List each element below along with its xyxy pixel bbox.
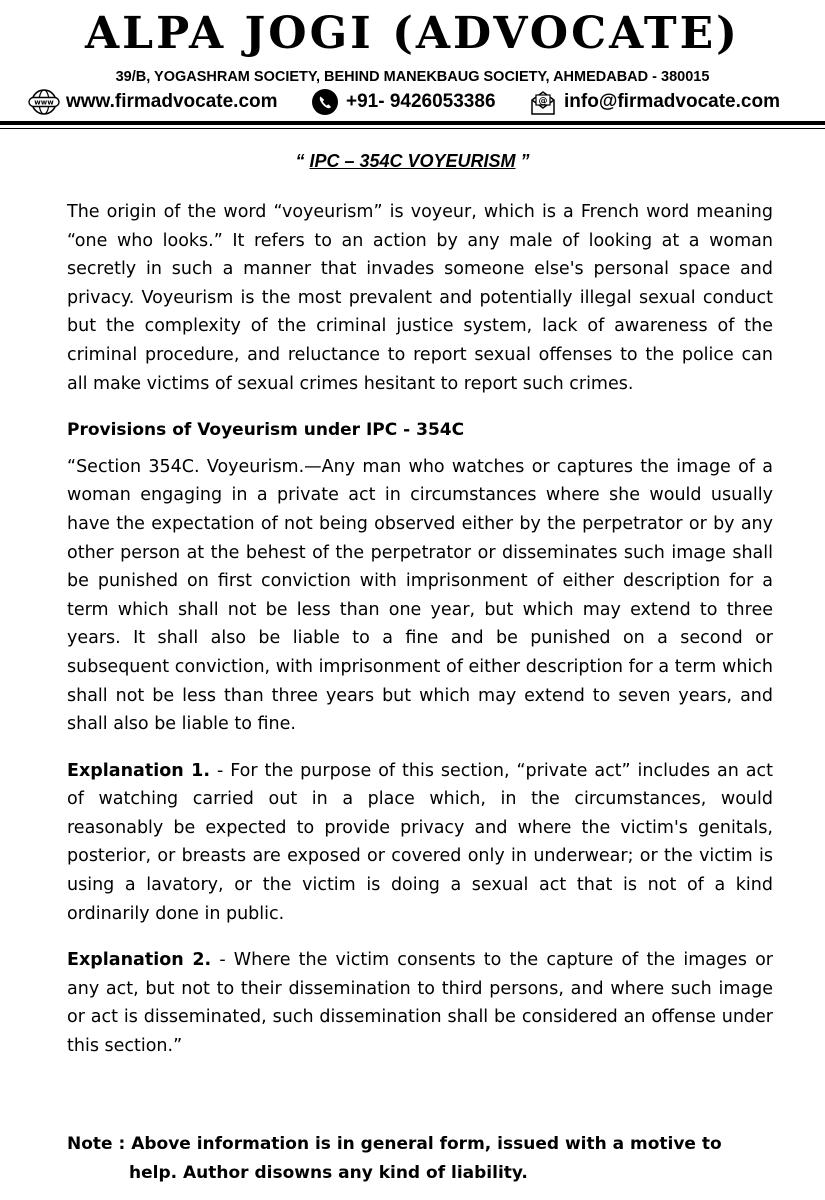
header-divider-thin [0,128,825,129]
website-link[interactable]: www.firmadvocate.com [66,91,278,112]
email-address[interactable]: info@firmadvocate.com [564,91,780,112]
firm-name: ALPA JOGI (ADVOCATE) [85,8,740,59]
header-divider-thick [0,121,825,125]
contact-row [28,88,808,116]
website-contact[interactable] [28,88,278,116]
note-line-1: Note : Above information is in general form, issued with a motive to [67,1134,722,1154]
document-body [67,198,773,1061]
www-globe-icon [28,89,60,115]
explanation-1-label: Explanation 1. [67,760,210,781]
provisions-heading: Provisions of Voyeurism under IPC - 354C [67,420,465,441]
intro-paragraph: The origin of the word “voyeurism” is voyeur, which is a French word meaning “one who looks.” It refers to an action by any male of looking at a woman secretly in such a manner that invades someone else's personal space and privacy. Voyeurism is the most prevalent and potentially illegal sexual conduct but the complexity of the criminal justice system, lack of awareness of the criminal procedure, and reluctance to report sexual offenses to the police can all make victims of sexual crimes hesitant to report such crimes. [67,202,773,394]
note-line-2: help. Author disowns any kind of liability. [129,1162,528,1183]
title-close-quote: ” [520,151,530,171]
svg-text:www: www [34,98,54,107]
section-354c-text: “Section 354C. Voyeurism.—Any man who watches or captures the image of a woman engaging in a private act in circumstances where she would usually have the expectation of not being observed either by the perpetrator or by any other person at the behest of the perpetrator or disseminates such image shall be punished on first conviction with imprisonment of either description for a term which shall not be less than one year, but which may extend to three years. It shall also be liable to a fine and be punished on a second or subsequent conviction, with imprisonment of either description for a term which shall not be less than three years but which may extend to seven years, and shall also be liable to fine. [67,456,773,735]
explanation-2-text: - Where the victim consents to the capture of the images or any act, but not to their dissemination to third persons, and where such image or act is disseminated, such dissemination shall be considered an offense under this section.” [67,950,773,1057]
explanation-1-text: - For the purpose of this section, “private act” includes an act of watching carried out in a place which, in the circumstances, would reasonably be expected to provide privacy and where the victim's genitals, posterior, or breasts are exposed or covered only in underwear; or the victim is using a lavatory, or the victim is doing a sexual act that is not of a kind ordinarily done in public. [67,760,774,924]
phone-contact[interactable] [310,88,496,116]
disclaimer-note [67,1130,787,1187]
email-contact[interactable] [528,88,780,116]
explanation-2-label: Explanation 2. [67,950,212,971]
explanation-2 [67,946,773,1060]
phone-icon [310,88,340,116]
phone-number[interactable]: +91- 9426053386 [346,91,496,112]
title-text: IPC – 354C VOYEURISM [309,151,516,171]
explanation-1 [67,757,773,929]
svg-text:@: @ [538,96,548,107]
firm-address: 39/B, YOGASHRAM SOCIETY, BEHIND MANEKBAUG SOCIETY, AHMEDABAD - 380015 [115,69,710,85]
letterhead [0,0,825,128]
email-icon [528,88,558,116]
title-open-quote: “ [295,151,305,171]
document-title [0,150,825,172]
